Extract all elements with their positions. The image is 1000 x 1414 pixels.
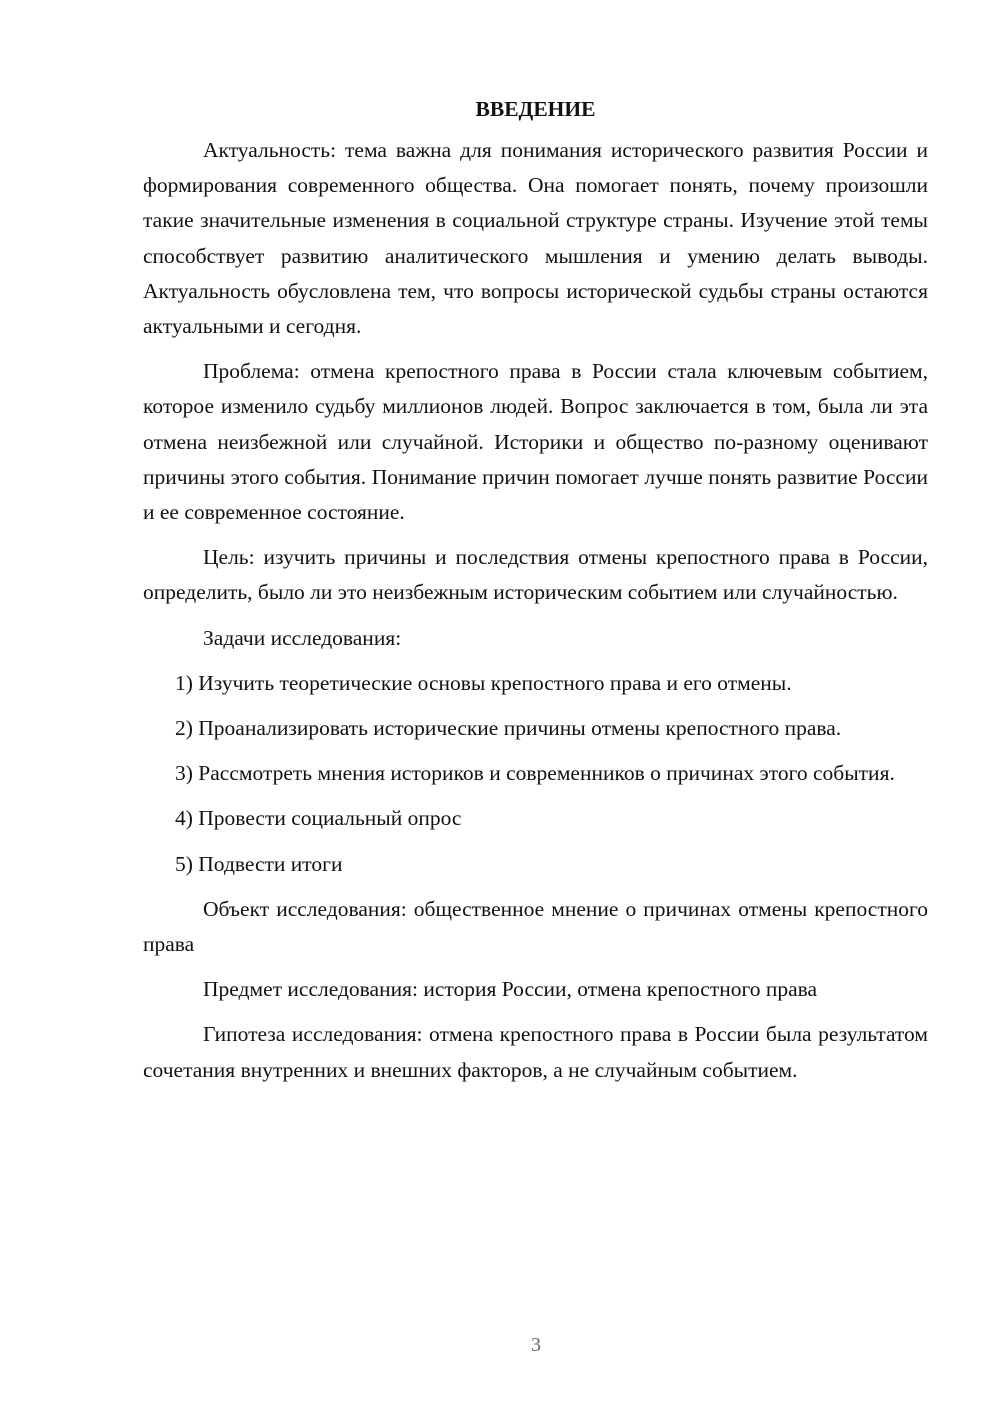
page-content [143,92,928,1098]
tasks-title: Задачи исследования: [203,625,402,650]
task-item-3: 3) Рассмотреть мнения историков и современников о причинах этого события. [175,761,895,786]
hypothesis-paragraph: Гипотеза исследования: отмена крепостного права в России была результатом сочетания внутренних и внешних факторов, а не случайным событием. [143,1022,928,1082]
task-item-2: 2) Проанализировать исторические причины отмены крепостного права. [175,716,842,741]
goal-paragraph: Цель: изучить причины и последствия отмены крепостного права в России, определить, было ли это неизбежным историческим событием или случайностью. [143,545,928,605]
task-item-5: 5) Подвести итоги [175,851,343,876]
problem-paragraph: Проблема: отмена крепостного права в России стала ключевым событием, которое изменило судьбу миллионов людей. Вопрос заключается в том, была ли эта отмена неизбежной или случайной. Историки и общество по-разному оценивают причины этого события. Понимание причин помогает лучше понять развитие России и ее современное состояние. [143,359,928,525]
subject-paragraph: Предмет исследования: история России, отмена крепостного права [203,977,818,1002]
object-paragraph: Объект исследования: общественное мнение о причинах отмены крепостного права [143,896,928,957]
task-item-4: 4) Провести социальный опрос [175,806,462,831]
task-item-1: 1) Изучить теоретические основы крепостного права и его отмены. [175,670,792,695]
relevance-paragraph: Актуальность: тема важна для понимания исторического развития России и формирования современного общества. Она помогает понять, почему произошли такие значительные изменения в социальной структуре страны. Изучение этой темы способствует развитию аналитического мышления и умению делать выводы. Актуальность обусловлена тем, что вопросы исторической судьбы страны остаются актуальными и сегодня. [143,138,928,339]
page-number: 3 [531,1334,541,1356]
section-heading: ВВЕДЕНИЕ [475,97,596,121]
